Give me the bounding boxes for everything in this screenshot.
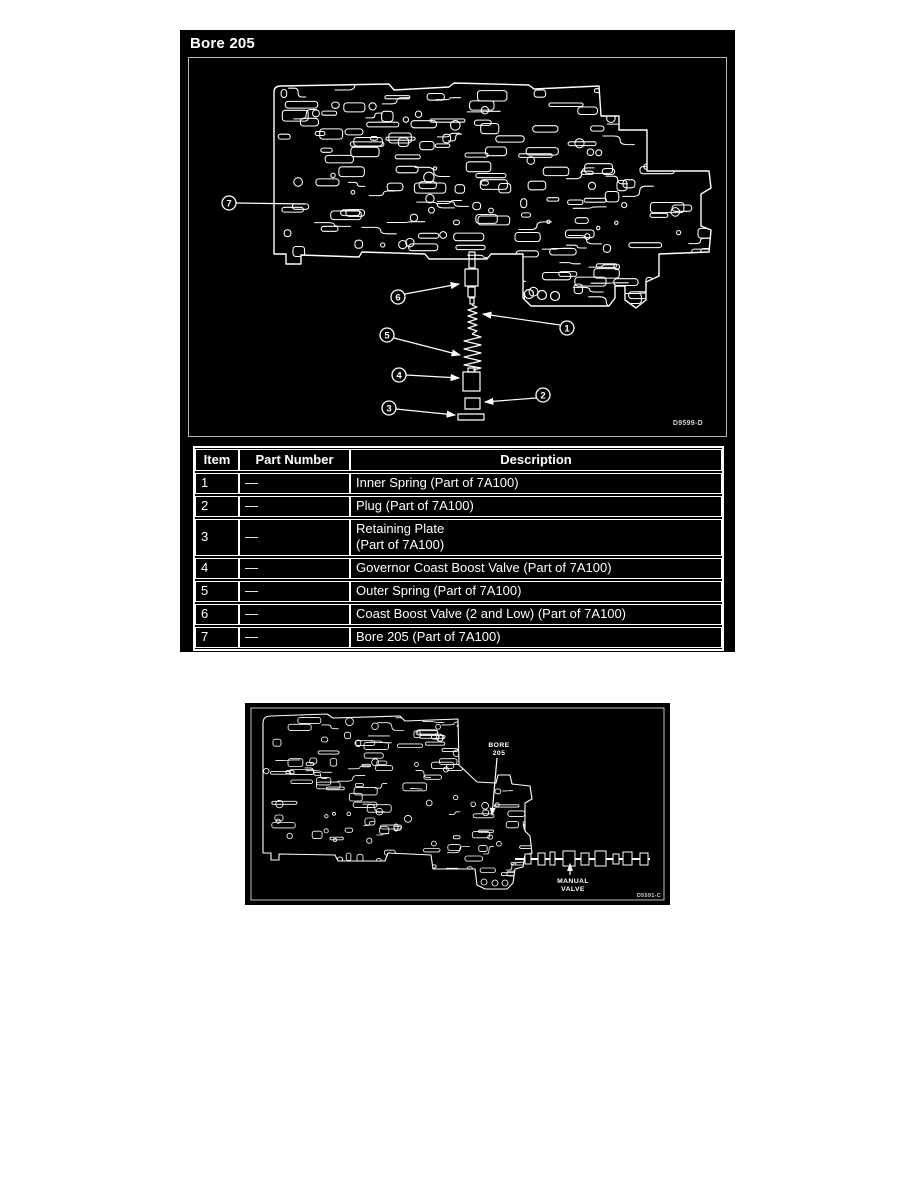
svg-text:7: 7 [226, 198, 232, 210]
header-part-number: Part Number [239, 449, 350, 471]
figure1-title: Bore 205 [190, 35, 255, 52]
governor-coast-boost-valve-part [463, 368, 480, 391]
table-row [195, 473, 722, 494]
cell-part-number: — [239, 473, 350, 494]
table-row [195, 519, 722, 556]
manual-valve-shaft [515, 851, 650, 866]
manual-valve-label [557, 864, 589, 893]
cell-description: Inner Spring (Part of 7A100) [350, 473, 722, 494]
cell-description: Bore 205 (Part of 7A100) [350, 627, 722, 648]
callout-2 [536, 388, 550, 402]
retaining-plate-part [458, 414, 484, 420]
valve-body-outline [274, 83, 711, 308]
cell-part-number: — [239, 604, 350, 625]
description-line2: (Part of 7A100) [356, 537, 445, 553]
svg-text:BORE: BORE [488, 742, 510, 749]
table-row [195, 627, 722, 648]
cell-description [350, 519, 722, 556]
parts-table [193, 446, 724, 651]
table-row [195, 604, 722, 625]
valve-body-outline [263, 714, 532, 889]
valve-body-exploded-diagram [189, 58, 726, 436]
cell-description: Plug (Part of 7A100) [350, 496, 722, 517]
header-item: Item [195, 449, 239, 471]
plug-part [465, 398, 480, 409]
cell-part-number: — [239, 558, 350, 579]
callout-5 [380, 328, 394, 342]
svg-text:VALVE: VALVE [561, 886, 585, 893]
svg-text:MANUAL: MANUAL [557, 878, 589, 885]
figure2-inner-border [251, 708, 664, 900]
cell-item: 3 [195, 519, 239, 556]
svg-text:3: 3 [386, 403, 392, 415]
callout-4 [392, 368, 406, 382]
table-row [195, 558, 722, 579]
cell-part-number: — [239, 627, 350, 648]
cell-item: 2 [195, 496, 239, 517]
inner-spring-part [468, 305, 477, 334]
cell-part-number: — [239, 581, 350, 602]
cell-part-number: — [239, 496, 350, 517]
hydraulic-passages-pattern [278, 79, 726, 310]
figure2-valve-body-overview [245, 703, 670, 905]
cell-item: 1 [195, 473, 239, 494]
cell-item: 7 [195, 627, 239, 648]
mounting-holes [481, 879, 508, 886]
callout-1 [560, 321, 574, 335]
table-header-row [195, 449, 722, 471]
cell-part-number: — [239, 519, 350, 556]
cell-item: 5 [195, 581, 239, 602]
svg-text:2: 2 [540, 390, 546, 402]
coast-boost-valve-part [465, 252, 478, 304]
svg-text:205: 205 [492, 750, 506, 757]
cell-description: Governor Coast Boost Valve (Part of 7A100) [350, 558, 722, 579]
figure1-diagram [188, 57, 727, 437]
cell-description: Outer Spring (Part of 7A100) [350, 581, 722, 602]
figure2-drawing-code: D5591-C [636, 893, 661, 899]
valve-body-manual-valve-diagram [245, 703, 670, 905]
header-description: Description [350, 449, 722, 471]
svg-text:1: 1 [564, 323, 570, 335]
svg-text:6: 6 [395, 292, 401, 304]
callout-3 [382, 401, 396, 415]
cell-description: Coast Boost Valve (2 and Low) (Part of 7A100) [350, 604, 722, 625]
svg-text:5: 5 [384, 330, 390, 342]
table-row [195, 496, 722, 517]
svg-text:4: 4 [396, 370, 402, 382]
description-line1: Retaining Plate [356, 521, 445, 536]
outer-spring-part [464, 334, 481, 370]
cell-item: 4 [195, 558, 239, 579]
callout-7 [222, 196, 236, 210]
mounting-holes [525, 290, 560, 301]
figure1-bore-205 [180, 30, 735, 652]
cell-item: 6 [195, 604, 239, 625]
callout-6 [391, 290, 405, 304]
table-row [195, 581, 722, 602]
figure1-drawing-code: D9599-D [672, 420, 703, 427]
